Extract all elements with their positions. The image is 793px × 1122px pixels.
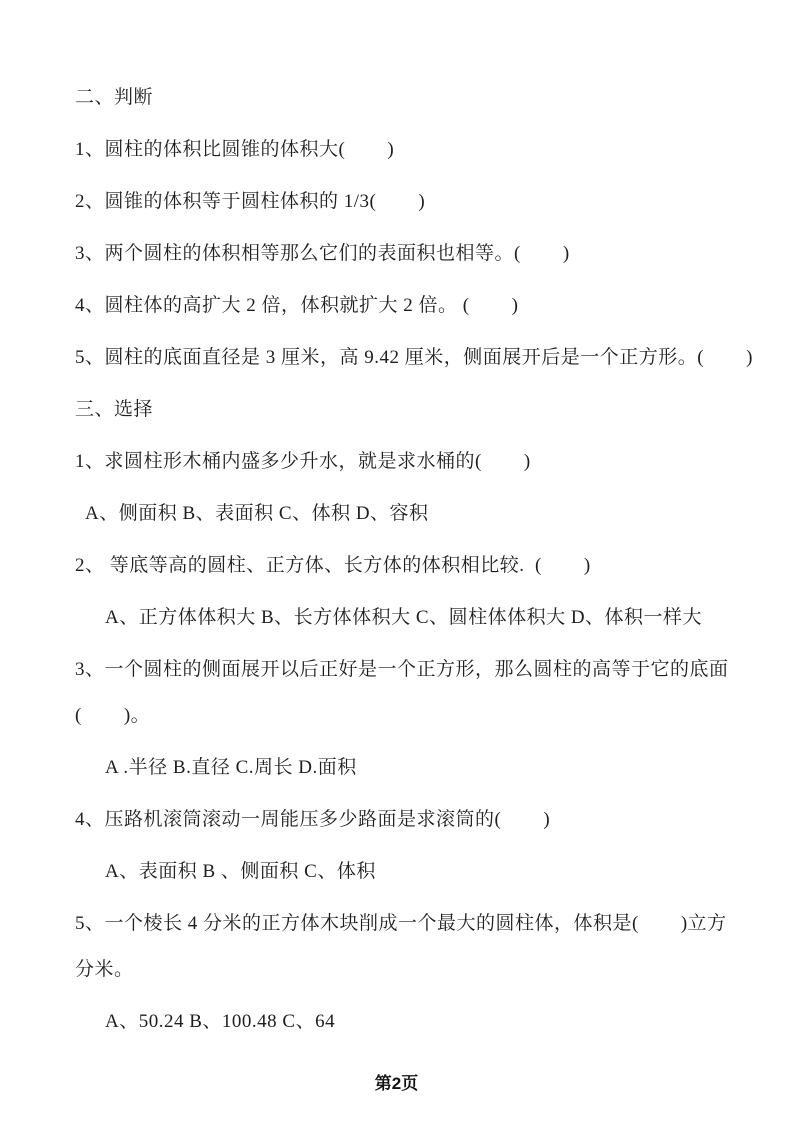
choice-question-5: 5、一个棱长 4 分米的正方体木块削成一个最大的圆柱体，体积是( )立方 xyxy=(75,913,727,934)
judge-question-5: 5、圆柱的底面直径是 3 厘米，高 9.42 厘米，侧面展开后是一个正方形。( ) xyxy=(75,347,753,368)
judge-question-4: 4、圆柱体的高扩大 2 倍，体积就扩大 2 倍。 ( ) xyxy=(75,295,519,316)
choice-question-2: 2、 等底等高的圆柱、正方体、长方体的体积相比较. ( ) xyxy=(75,555,591,576)
section-choice-heading: 三、选择 xyxy=(75,399,154,420)
choice-question-3-line2: ( )。 xyxy=(75,705,151,726)
section-judge-heading: 二、判断 xyxy=(75,87,154,108)
choice-question-2-options: A、正方体体积大 B、长方体体积大 C、圆柱体体积大 D、体积一样大 xyxy=(105,607,703,628)
judge-question-3: 3、两个圆柱的体积相等那么它们的表面积也相等。( ) xyxy=(75,243,570,264)
choice-question-4-options: A、表面积 B 、侧面积 C、体积 xyxy=(105,861,376,882)
choice-question-3-options: A .半径 B.直径 C.周长 D.面积 xyxy=(105,757,357,778)
judge-question-1: 1、圆柱的体积比圆锥的体积大( ) xyxy=(75,139,395,160)
choice-question-3: 3、一个圆柱的侧面展开以后正好是一个正方形，那么圆柱的高等于它的底面 xyxy=(75,659,729,680)
page-number: 第2页 xyxy=(374,1074,419,1093)
choice-question-1-options: A、侧面积 B、表面积 C、体积 D、容积 xyxy=(85,503,429,524)
choice-question-4: 4、压路机滚筒滚动一周能压多少路面是求滚筒的( ) xyxy=(75,809,551,830)
judge-question-2: 2、圆锥的体积等于圆柱体积的 1/3( ) xyxy=(75,191,426,212)
choice-question-5-line2: 分米。 xyxy=(75,959,134,980)
choice-question-1: 1、求圆柱形木桶内盛多少升水，就是求水桶的( ) xyxy=(75,451,531,472)
choice-question-5-options: A、50.24 B、100.48 C、64 xyxy=(105,1011,336,1032)
